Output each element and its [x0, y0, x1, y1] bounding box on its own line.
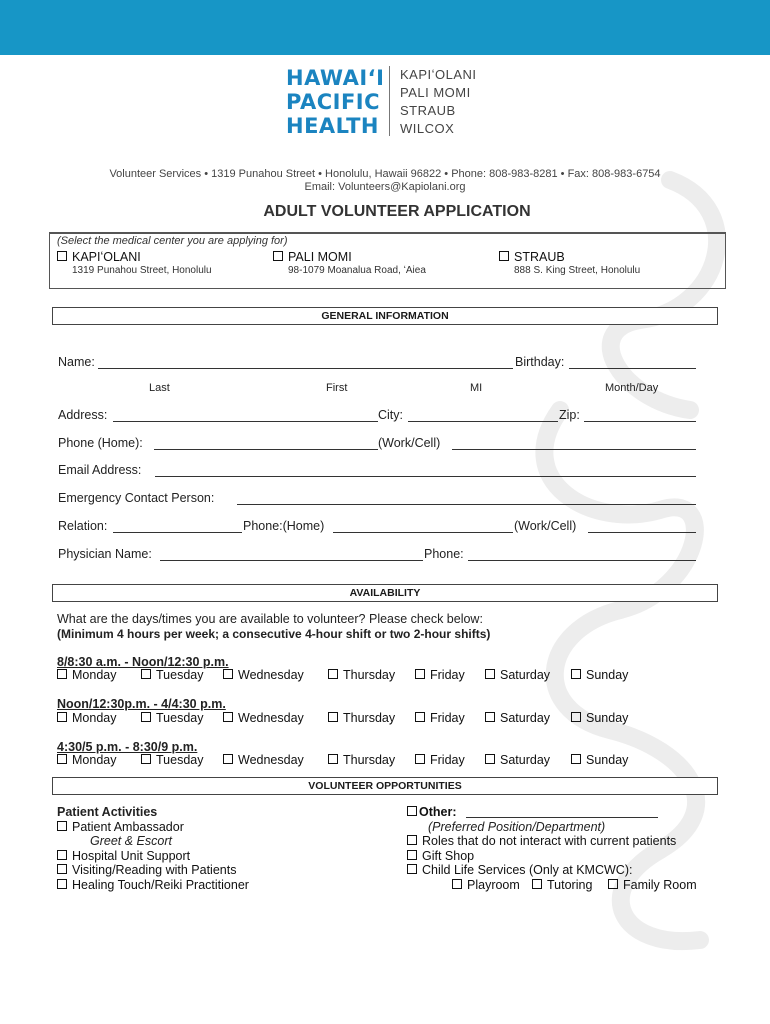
- relation-phone-home-label: Phone:(Home): [243, 519, 325, 533]
- sub-label-month-day: Month/Day: [605, 382, 659, 394]
- city-label: City:: [378, 408, 403, 422]
- shift-evening-days: [57, 753, 717, 769]
- checkbox[interactable]: [328, 712, 338, 722]
- opp-playroom[interactable]: [452, 878, 520, 892]
- relation-work-cell-label: (Work/Cell): [514, 519, 577, 533]
- opp-sub-greet-escort: Greet & Escort: [90, 834, 172, 848]
- email-field[interactable]: [155, 476, 696, 477]
- center-option-pali-momi[interactable]: [273, 250, 352, 264]
- patient-activities-title: Patient Activities: [57, 805, 158, 819]
- logo-line: HEALTH: [286, 114, 379, 138]
- day-checkbox-tuesday[interactable]: [141, 668, 203, 682]
- checkbox[interactable]: [273, 251, 283, 261]
- day-checkbox-wednesday[interactable]: [223, 711, 304, 725]
- checkbox[interactable]: [328, 669, 338, 679]
- opp-label: Tutoring: [547, 878, 593, 892]
- checkbox[interactable]: [571, 669, 581, 679]
- option-label: PALI MOMI: [288, 250, 352, 264]
- day-label: Tuesday: [156, 711, 204, 725]
- checkbox[interactable]: [608, 879, 618, 889]
- checkbox[interactable]: [485, 669, 495, 679]
- day-label: Saturday: [500, 753, 551, 767]
- opp-label: Patient Ambassador: [72, 820, 184, 834]
- opp-label: Playroom: [467, 878, 520, 892]
- birthday-field[interactable]: [569, 368, 696, 369]
- checkbox[interactable]: [223, 754, 233, 764]
- email-label: Email Address:: [58, 463, 142, 477]
- opp-label: Visiting/Reading with Patients: [72, 863, 237, 877]
- checkbox[interactable]: [485, 754, 495, 764]
- day-checkbox-tuesday[interactable]: [141, 753, 203, 767]
- center-option-kapiolani[interactable]: [57, 250, 141, 264]
- day-label: Tuesday: [156, 668, 204, 682]
- logo-hospital-list: [400, 66, 477, 138]
- day-checkbox-friday[interactable]: [415, 668, 465, 682]
- checkbox[interactable]: [415, 754, 425, 764]
- day-label: Wednesday: [238, 711, 304, 725]
- day-checkbox-sunday[interactable]: [571, 668, 628, 682]
- day-checkbox-tuesday[interactable]: [141, 711, 203, 725]
- physician-name-label: Physician Name:: [58, 547, 152, 561]
- day-checkbox-friday[interactable]: [415, 753, 465, 767]
- opp-child-life[interactable]: [407, 863, 632, 877]
- checkbox[interactable]: [141, 712, 151, 722]
- shift-morning-days: [57, 668, 717, 684]
- zip-label: Zip:: [559, 408, 580, 422]
- checkbox[interactable]: [57, 821, 67, 831]
- option-label: STRAUB: [514, 250, 565, 264]
- checkbox[interactable]: [407, 864, 417, 874]
- select-prompt: (Select the medical center you are applying for): [57, 235, 288, 247]
- other-sub-label: (Preferred Position/Department): [428, 820, 606, 834]
- day-label: Wednesday: [238, 668, 304, 682]
- opp-label: Other:: [419, 805, 457, 819]
- checkbox[interactable]: [328, 754, 338, 764]
- sub-label-last: Last: [149, 382, 170, 394]
- contact-line: Volunteer Services • 1319 Punahou Street • Honolulu, Hawaii 96822 • Phone: 808-983-8281 • Fax: 808-983-6754: [109, 168, 661, 180]
- checkbox[interactable]: [485, 712, 495, 722]
- section-volunteer-opportunities: VOLUNTEER OPPORTUNITIES: [52, 777, 718, 795]
- day-label: Sunday: [586, 753, 629, 767]
- day-label: Monday: [72, 753, 117, 767]
- day-checkbox-saturday[interactable]: [485, 711, 550, 725]
- day-label: Tuesday: [156, 753, 204, 767]
- opp-family-room[interactable]: [608, 878, 697, 892]
- checkbox[interactable]: [141, 669, 151, 679]
- day-label: Thursday: [343, 753, 396, 767]
- checkbox[interactable]: [223, 712, 233, 722]
- checkbox[interactable]: [57, 669, 67, 679]
- zip-field[interactable]: [584, 421, 696, 422]
- logo-hospital: KAPIʻOLANI: [400, 67, 477, 82]
- day-label: Friday: [430, 753, 465, 767]
- logo-divider: [389, 66, 390, 136]
- availability-note: (Minimum 4 hours per week; a consecutive 4-hour shift or two 2-hour shifts): [57, 627, 491, 641]
- opp-label: Family Room: [623, 878, 697, 892]
- phone-home-field[interactable]: [154, 449, 378, 450]
- day-label: Friday: [430, 711, 465, 725]
- relation-phone-home-field[interactable]: [333, 532, 513, 533]
- day-label: Thursday: [343, 668, 396, 682]
- opp-label: Healing Touch/Reiki Practitioner: [72, 878, 249, 892]
- opp-tutoring[interactable]: [532, 878, 592, 892]
- day-checkbox-monday[interactable]: [57, 668, 116, 682]
- email-line: Email: Volunteers@Kapiolani.org: [304, 181, 466, 193]
- phone-home-label: Phone (Home):: [58, 436, 143, 450]
- opp-gift-shop[interactable]: [407, 849, 474, 863]
- day-label: Thursday: [343, 711, 396, 725]
- checkbox[interactable]: [571, 754, 581, 764]
- day-checkbox-thursday[interactable]: [328, 753, 395, 767]
- checkbox[interactable]: [57, 879, 67, 889]
- logo-hospital: PALI MOMI: [400, 85, 471, 100]
- option-address: 98-1079 Moanalua Road, ʻAiea: [288, 265, 426, 276]
- opp-healing-touch[interactable]: [57, 878, 249, 892]
- option-address: 888 S. King Street, Honolulu: [514, 265, 641, 276]
- day-label: Monday: [72, 711, 117, 725]
- day-checkbox-monday[interactable]: [57, 753, 116, 767]
- opp-hospital-unit-support[interactable]: [57, 849, 190, 863]
- opp-non-patient-roles[interactable]: [407, 834, 676, 848]
- checkbox[interactable]: [223, 669, 233, 679]
- emergency-contact-field[interactable]: [237, 504, 696, 505]
- shift-afternoon-days: [57, 711, 717, 727]
- day-label: Monday: [72, 668, 117, 682]
- day-checkbox-monday[interactable]: [57, 711, 116, 725]
- day-checkbox-wednesday[interactable]: [223, 668, 304, 682]
- checkbox[interactable]: [57, 251, 67, 261]
- shift-evening-label: 4:30/5 p.m. - 8:30/9 p.m.: [57, 740, 198, 754]
- city-field[interactable]: [408, 421, 558, 422]
- day-label: Saturday: [500, 711, 551, 725]
- logo-hospital: WILCOX: [400, 121, 455, 136]
- name-label: Name:: [58, 355, 95, 369]
- header-bar: [0, 0, 770, 55]
- center-option-straub[interactable]: [499, 250, 565, 264]
- other-field[interactable]: [466, 817, 658, 818]
- checkbox[interactable]: [141, 754, 151, 764]
- checkbox[interactable]: [452, 879, 462, 889]
- checkbox[interactable]: [415, 712, 425, 722]
- day-checkbox-sunday[interactable]: [571, 711, 628, 725]
- logo-hospital: STRAUB: [400, 103, 456, 118]
- birthday-label: Birthday:: [515, 355, 565, 369]
- address-label: Address:: [58, 408, 108, 422]
- shift-morning-label: 8/8:30 a.m. - Noon/12:30 p.m.: [57, 655, 229, 669]
- relation-field[interactable]: [113, 532, 242, 533]
- logo-line: HAWAIʻI: [286, 66, 385, 90]
- day-checkbox-wednesday[interactable]: [223, 753, 304, 767]
- emergency-contact-label: Emergency Contact Person:: [58, 491, 215, 505]
- checkbox[interactable]: [571, 712, 581, 722]
- checkbox[interactable]: [499, 251, 509, 261]
- shift-afternoon-label: Noon/12:30p.m. - 4/4:30 p.m.: [57, 697, 226, 711]
- logo-line: PACIFIC: [286, 90, 381, 114]
- section-general-info: GENERAL INFORMATION: [52, 307, 718, 325]
- sub-label-first: First: [326, 382, 348, 394]
- opp-patient-ambassador[interactable]: [57, 820, 184, 834]
- address-field[interactable]: [113, 421, 378, 422]
- opp-other[interactable]: [407, 805, 457, 819]
- day-label: Sunday: [586, 668, 629, 682]
- opp-label: Child Life Services (Only at KMCWC):: [422, 863, 633, 877]
- checkbox[interactable]: [532, 879, 542, 889]
- physician-name-field[interactable]: [160, 560, 423, 561]
- day-checkbox-thursday[interactable]: [328, 711, 395, 725]
- day-checkbox-friday[interactable]: [415, 711, 465, 725]
- day-label: Wednesday: [238, 753, 304, 767]
- page-title: ADULT VOLUNTEER APPLICATION: [263, 203, 531, 220]
- checkbox[interactable]: [57, 850, 67, 860]
- day-label: Friday: [430, 668, 465, 682]
- checkbox[interactable]: [57, 712, 67, 722]
- day-label: Sunday: [586, 711, 629, 725]
- hawaii-pacific-health-logo: [286, 66, 384, 138]
- checkbox[interactable]: [407, 806, 417, 816]
- child-life-options: [452, 878, 712, 894]
- opp-label: Roles that do not interact with current patients: [422, 834, 677, 848]
- physician-phone-field[interactable]: [468, 560, 696, 561]
- checkbox[interactable]: [407, 835, 417, 845]
- sub-label-mi: MI: [470, 382, 483, 394]
- day-label: Saturday: [500, 668, 551, 682]
- checkbox[interactable]: [57, 754, 67, 764]
- physician-phone-label: Phone:: [424, 547, 464, 561]
- opp-visiting-reading[interactable]: [57, 863, 236, 877]
- checkbox[interactable]: [57, 864, 67, 874]
- day-checkbox-saturday[interactable]: [485, 753, 550, 767]
- relation-label: Relation:: [58, 519, 108, 533]
- opp-label: Hospital Unit Support: [72, 849, 191, 863]
- availability-question: What are the days/times you are available to volunteer? Please check below:: [57, 612, 483, 626]
- day-checkbox-thursday[interactable]: [328, 668, 395, 682]
- section-availability: AVAILABILITY: [52, 584, 718, 602]
- name-field[interactable]: [98, 368, 513, 369]
- day-checkbox-saturday[interactable]: [485, 668, 550, 682]
- relation-work-cell-field[interactable]: [588, 532, 696, 533]
- day-checkbox-sunday[interactable]: [571, 753, 628, 767]
- option-label: KAPIʻOLANI: [72, 250, 141, 264]
- option-address: 1319 Punahou Street, Honolulu: [72, 265, 212, 276]
- checkbox[interactable]: [415, 669, 425, 679]
- checkbox[interactable]: [407, 850, 417, 860]
- work-cell-field[interactable]: [452, 449, 696, 450]
- work-cell-label: (Work/Cell): [378, 436, 441, 450]
- opp-label: Gift Shop: [422, 849, 475, 863]
